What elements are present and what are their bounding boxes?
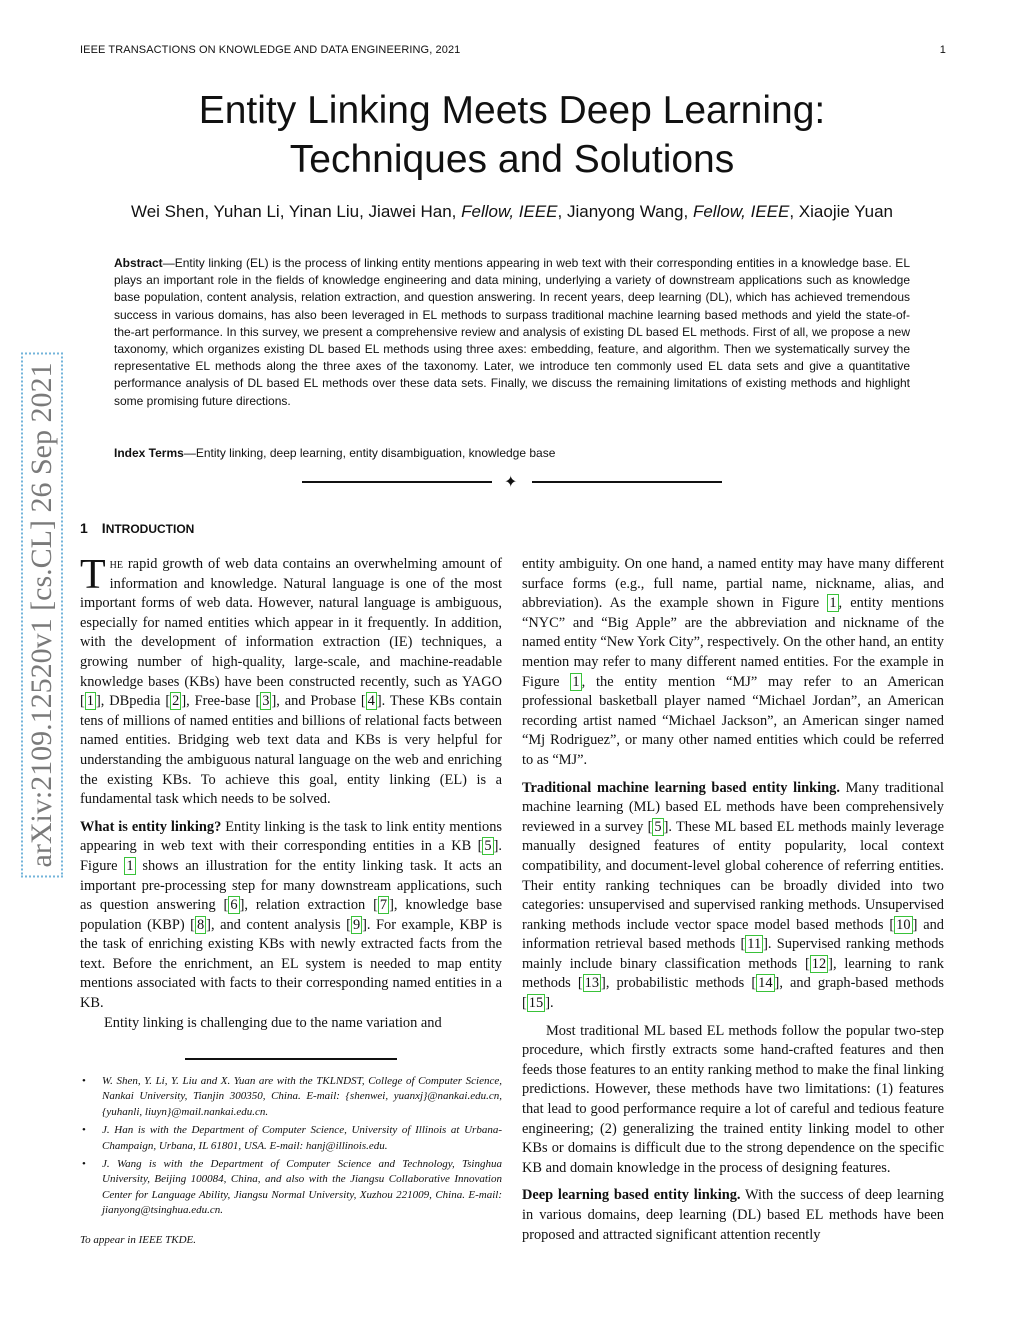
paragraph: Entity linking is challenging due to the name variation and: [104, 1014, 442, 1031]
footnote-item: • W. Shen, Y. Li, Y. Liu and X. Yuan are with the TKLNDST, College of Computer Science, Nankai University, Tianjin 300350, China. E-mail: {shenwei, yuanxj}@nankai.edu.cn, {yuhanli, liuyn}@mail.nankai.edu.cn.: [82, 1075, 502, 1118]
citation-link[interactable]: 10: [896, 916, 911, 933]
section-separator: [302, 474, 722, 490]
abstract: [114, 255, 910, 410]
to-appear-note: To appear in IEEE TKDE.: [80, 1234, 197, 1246]
citation-link[interactable]: 6: [230, 897, 238, 914]
paragraph: entity ambiguity. On one hand, a named entity may have many different surface forms (e.g., full name, partial name, nickname, alias, and abbreviation). As the example shown in Figure 1 , entity mentions “NYC” and “Big Apple” are the abbreviation and nickname of the named entity “New York City”, respectively. On the other hand, an entity mention may refer to many different named entities. For the example in Figure 1 , the entity mention “MJ” may refer to an American professional basketball player named “Michael Jordan”, an American recording artist named “Michael Jackson”, an American singer named “Mj Rodriguez”, or many other named entities which could be referred to as “MJ”.: [522, 556, 944, 768]
citation-link[interactable]: 5: [484, 838, 492, 855]
citation-link[interactable]: 8: [196, 916, 205, 933]
citation-link[interactable]: 9: [352, 916, 361, 933]
title-line-2: Techniques and Solutions: [289, 138, 735, 181]
paragraph-heading: What is entity linking?: [80, 818, 222, 835]
citation-link[interactable]: 4: [367, 693, 375, 710]
page-number: 1: [939, 44, 946, 56]
section-title-initial: I: [101, 520, 106, 536]
fellow-title: Fellow, IEEE: [461, 202, 558, 221]
citation-link[interactable]: 15: [528, 995, 544, 1012]
author-list: Wei Shen, Yuhan Li, Yinan Liu, Jiawei Han, Fellow, IEEE, Jianyong Wang, Fellow, IEEE, Xiaojie Yuan: [130, 202, 894, 221]
citation-link[interactable]: 11: [747, 936, 762, 953]
section-title-rest: NTRODUCTION: [105, 522, 195, 536]
figure-link[interactable]: 1: [572, 673, 580, 690]
fellow-title: Fellow, IEEE: [692, 202, 790, 221]
citation-link[interactable]: 7: [379, 897, 388, 914]
figure-link[interactable]: 1: [829, 595, 837, 612]
arxiv-identifier[interactable]: arXiv:2109.12520v1 [cs.CL] 26 Sep 2021: [21, 353, 63, 878]
footnotes: [80, 1074, 502, 1222]
arxiv-stamp: [20, 315, 64, 915]
citation-link[interactable]: 2: [172, 693, 180, 710]
abstract-label: Abstract: [114, 256, 163, 270]
journal-name: IEEE TRANSACTIONS ON KNOWLEDGE AND DATA ENGINEERING, 2021: [80, 44, 461, 56]
footnote-item: • J. Wang is with the Department of Computer Science and Technology, Tsinghua University, Beijing 100084, China, and also with the Jiangsu Collaborative Innovation Center for Language Ability, Jiangsu Normal University, Xuzhou 221009, China. E-mail: jianyong@tsinghua.edu.cn.: [82, 1158, 502, 1217]
drop-cap: T: [80, 552, 106, 598]
running-header: [80, 44, 946, 56]
diamond-icon: ✦: [504, 474, 518, 491]
citation-link[interactable]: 5: [654, 818, 662, 835]
citation-link[interactable]: 3: [262, 693, 270, 710]
paper-title: [0, 86, 1024, 184]
paragraph: The rapid growth of web data contains an overwhelming amount of information and knowledge. Natural language is one of the most important forms of web data. However, natural language is ambiguous, especially for named entities which appear in it frequently. In addition, with the development of information extraction (IE) techniques, a growing number of high-quality, large-scale, and machine-readable knowledge bases (KBs) have been constructed recently, such as YAGO [ 1 ], DBpedia [ 2 ], Free-base [ 3 ], and Probase [ 4 ]. These KBs contain tens of millions of named entities and billions of relational facts between named entities. Bridging web text data and KBs is very helpful for understanding the ambiguous natural language on the web and enriching the existing KBs. To achieve this goal, entity linking (EL) is a fundamental task which needs to be solved.: [80, 552, 502, 808]
index-terms: [114, 446, 910, 460]
citation-link[interactable]: 13: [584, 975, 600, 992]
section-heading: [80, 520, 194, 536]
paragraph: Traditional machine learning based entity linking. Many traditional machine learning (ML) based EL methods have been comprehensively reviewed in a survey [ 5 ]. These ML based EL methods mainly leverage manually designed features of entity popularity, local context compatibility, and document-level global coherence of referring entities. Their entity ranking techniques can be broadly divided into two categories: unsupervised and supervised ranking methods. Unsupervised ranking methods include vector space model based methods [ 10 ] and information retrieval based methods [ 11 ]. Supervised ranking methods mainly include binary classification methods [ 12 ], learning to rank methods [ 13 ], probabilistic methods [ 14 ], and graph-based methods [ 15 ].: [522, 779, 945, 1012]
right-column: [522, 555, 944, 1245]
figure-link[interactable]: 1: [126, 857, 134, 874]
footnote-item: • J. Han is with the Department of Computer Science, University of Illinois at Urbana-Champaign, Urbana, IL 61801, USA. E-mail: hanj@illinois.edu.: [82, 1124, 502, 1152]
citation-link[interactable]: 12: [811, 955, 827, 972]
footnote-rule: [185, 1058, 397, 1060]
paragraph: Most traditional ML based EL methods follow the popular two-step procedure, which firstly extracts some hand-crafted features and then feeds those features to an entity ranking method to make the final linking predictions. However, these methods have two limitations: (1) features that lead to good performance require a lot of careful and tedious feature engineering; (2) generalizing the trained entity linking model to other KBs or domains is difficult due to the strong dependence on the specific KB and domain knowledge in the process of designing features.: [522, 1022, 944, 1176]
left-column: [80, 552, 503, 1033]
citation-link[interactable]: 1: [86, 693, 94, 710]
paragraph-heading: Deep learning based entity linking.: [522, 1187, 741, 1204]
title-line-1: Entity Linking Meets Deep Learning:: [198, 89, 826, 132]
paragraph-heading: Traditional machine learning based entity linking.: [522, 779, 840, 796]
paragraph: Deep learning based entity linking. With the success of deep learning in various domains, deep learning (DL) based EL methods have been proposed and attracted significant attention recently: [522, 1187, 944, 1243]
section-number: 1: [80, 520, 88, 536]
paragraph: What is entity linking? Entity linking is the task to link entity mentions appearing in web text with their corresponding entities in a KB [ 5 ]. Figure 1 shows an illustration for the entity linking task. It acts an important pre-processing step for many downstream applications, such as question answering [ 6 ], relation extraction [ 7 ], knowledge base population (KBP) [ 8 ], and content analysis [ 9 ]. For example, KBP is the task of enriching existing KBs with newly extracted facts from the text. Before the enrichment, an EL system is needed to map entity mentions associated with facts to their corresponding named entities in a KB.: [80, 818, 503, 1012]
abstract-text: —Entity linking (EL) is the process of linking entity mentions appearing in web text with their corresponding entities in a knowledge base. EL plays an important role in the fields of knowledge engineering and data mining, underlying a variety of downstream applications such as knowledge base population, content analysis, relation extraction, and question answering. In recent years, deep learning (DL), which has achieved tremendous success in various domains, has also been leveraged in EL methods to surpass traditional machine learning based methods and yield the state-of-the-art performance. In this survey, we present a comprehensive review and analysis of existing DL based EL methods. First of all, we propose a new taxonomy, which organizes existing DL based EL methods using three axes: embedding, feature, and algorithm. Then we systematically survey the representative EL methods along the three axes of the taxonomy. Later, we introduce ten commonly used EL data sets and give a quantitative performance analysis of DL based EL methods over these data sets. Finally, we discuss the remaining limitations of existing methods and highlight some promising future directions.: [114, 256, 910, 408]
index-terms-label: Index Terms: [114, 446, 184, 460]
index-terms-text: —Entity linking, deep learning, entity disambiguation, knowledge base: [183, 446, 556, 460]
citation-link[interactable]: 14: [758, 975, 773, 992]
